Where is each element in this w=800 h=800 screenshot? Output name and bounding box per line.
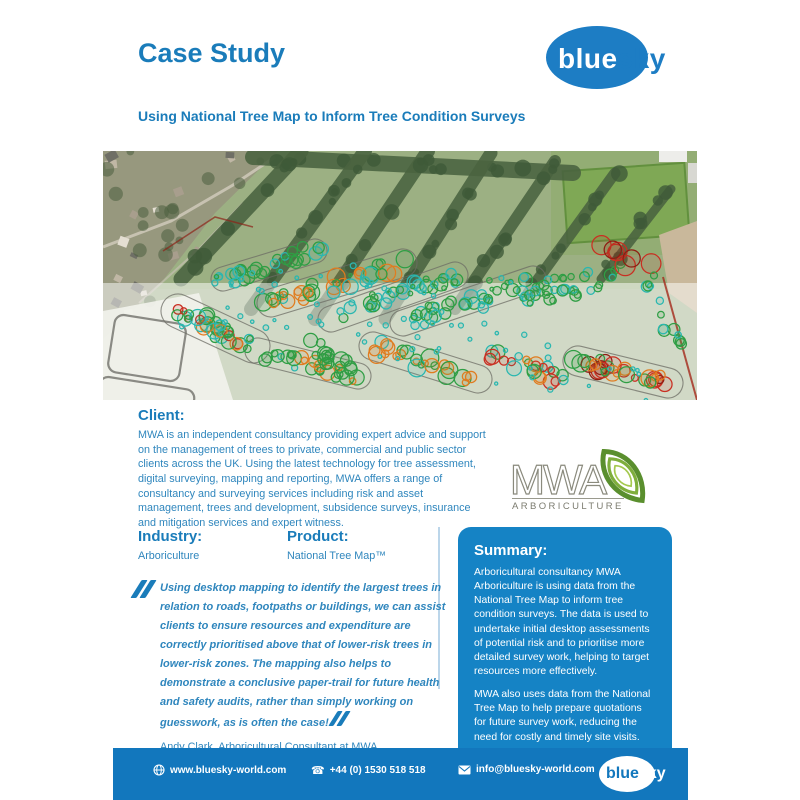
bluesky-logo-text-blue: blue [558,43,618,74]
bluesky-logo [538,26,678,92]
page-title: Case Study [138,38,286,68]
product-value: National Tree Map™ [287,550,387,562]
envelope-icon [458,765,471,775]
footer-email-text: info@bluesky-world.com [476,764,595,775]
summary-paragraph-2: MWA also uses data from the National Tree Map to help prepare quotations for future survey work, reducing the need for costly and timely site visits. [474,689,651,743]
footer-website-link[interactable] [153,764,286,776]
document-subtitle: Using National Tree Map to Inform Tree Condition Surveys [138,108,526,124]
summary-heading: Summary: [474,542,548,559]
open-quote-icon [136,580,154,603]
footer-logo-text-blue: blue [606,765,639,782]
footer-website-text: www.bluesky-world.com [170,764,287,776]
mwa-subtitle: ARBORICULTURE [512,498,624,512]
industry-value: Arboriculture [138,550,200,562]
phone-icon: ☎ [311,764,325,777]
footer-bar [113,748,688,800]
client-body: MWA is an independent consultancy providing expert advice and support on the management of trees to private, commercial and public sector clients across the UK. Using the latest technology for tree assessment, digital surveying, mapping and reporting, MWA offers a range of consultancy and surveying services including risk and asset management, trees and development, subsidence surveys, insurance and mitigation services and expert witness. [138,429,486,530]
bluesky-logo-text-sky: sky [617,43,666,74]
close-quote-icon [333,711,349,731]
summary-paragraph-1: Arboricultural consultancy MWA Arboriculture is using data from the National Tree Map to inform tree condition surveys. The data is used to undertake initial desktop assessments of potential risk and to prioritise more detailed survey work, helping to target resources more effectively. [474,567,650,677]
mwa-acronym: MWA [510,456,606,503]
quote-block [160,578,456,753]
product-heading: Product: [287,528,349,545]
globe-icon [153,764,165,776]
footer-logo-text-sky: sky [638,765,666,782]
client-heading: Client: [138,407,185,424]
mwa-logo [510,424,670,524]
quote-text: Using desktop mapping to identify the largest trees in relation to roads, footpaths or buildings, we can assist clients to ensure resources and expenditure are correctly prioritised above that of lower-risk trees in lower-risk zones. The mapping also helps to demonstrate a conclusive paper-trail for future health and safety audits, rather than simply working on guesswork, as is often the case! [160,582,446,730]
tree-map-svg [103,151,697,400]
footer-phone[interactable] [311,764,426,777]
industry-heading: Industry: [138,528,203,545]
tree-map-aerial-image [103,151,697,400]
bluesky-logo-text [558,43,666,75]
footer-email-link[interactable] [458,764,595,775]
footer-phone-text: +44 (0) 1530 518 518 [329,765,426,776]
footer-bluesky-logo [599,756,685,794]
footer-bluesky-logo-text [606,765,666,783]
summary-box [458,527,672,762]
